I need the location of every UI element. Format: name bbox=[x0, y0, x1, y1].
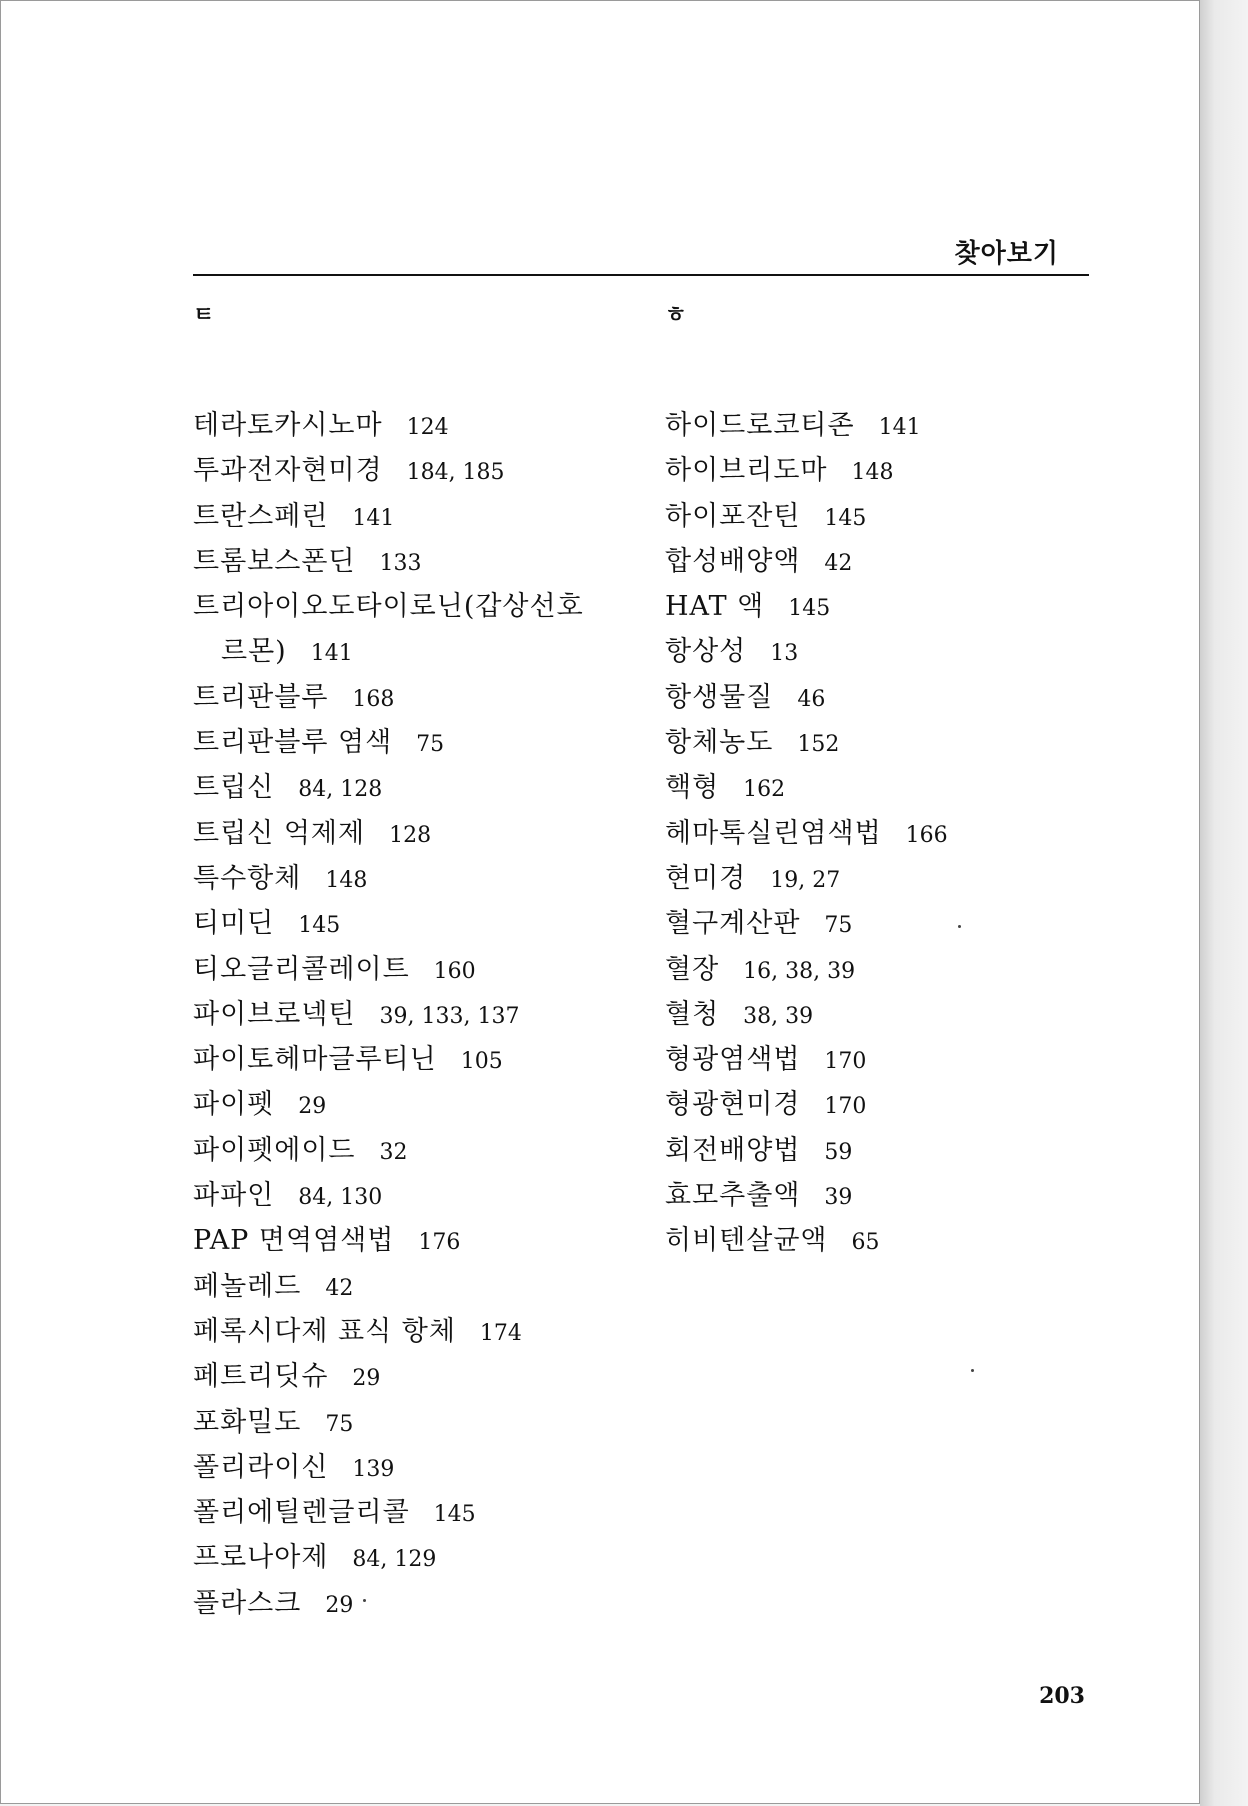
index-entry bbox=[665, 1218, 1105, 1263]
header-rule bbox=[193, 274, 1089, 276]
index-term: 혈장 bbox=[665, 953, 720, 985]
index-term: 파이펫에이드 bbox=[193, 1134, 356, 1166]
index-entry bbox=[193, 901, 653, 946]
index-entry bbox=[193, 856, 653, 901]
index-entry bbox=[193, 720, 653, 765]
index-term: 항체농도 bbox=[665, 727, 774, 759]
index-page-refs: 184, 185 bbox=[406, 460, 505, 486]
index-page-refs: 39, 133, 137 bbox=[379, 1003, 520, 1029]
index-page-refs: 133 bbox=[379, 550, 422, 576]
index-term: 히비텐살균액 bbox=[665, 1225, 828, 1257]
index-page-refs: 29 bbox=[352, 1366, 381, 1392]
index-entry bbox=[193, 539, 653, 584]
index-term: 형광염색법 bbox=[665, 1044, 801, 1076]
index-entry bbox=[193, 675, 653, 720]
index-term: 형광현미경 bbox=[665, 1089, 801, 1121]
index-page-refs: 32 bbox=[379, 1139, 408, 1165]
index-entry bbox=[193, 629, 653, 674]
index-page-refs: 29 bbox=[298, 1094, 327, 1120]
index-entry bbox=[665, 1173, 1105, 1218]
index-entry bbox=[665, 765, 1105, 810]
index-page-refs: 152 bbox=[797, 732, 840, 758]
index-entry bbox=[193, 494, 653, 539]
index-entry bbox=[665, 494, 1105, 539]
index-entry bbox=[665, 856, 1105, 901]
index-term: 포화밀도 bbox=[193, 1406, 302, 1438]
index-term: 파이토헤마글루티닌 bbox=[193, 1044, 437, 1076]
index-page-refs: 166 bbox=[905, 822, 948, 848]
index-term: 프로나아제 bbox=[193, 1542, 329, 1574]
index-term: 트리판블루 염색 bbox=[193, 727, 393, 759]
index-term: 페록시다제 표식 항체 bbox=[193, 1315, 456, 1347]
index-entry bbox=[665, 403, 1105, 448]
index-entry bbox=[665, 811, 1105, 856]
scan-speck bbox=[971, 1369, 974, 1372]
index-term: 폴리라이신 bbox=[193, 1451, 329, 1483]
index-page-refs: 128 bbox=[389, 822, 432, 848]
index-entry bbox=[193, 811, 653, 856]
index-term: 하이드로코티존 bbox=[665, 410, 855, 441]
index-entry bbox=[665, 539, 1105, 584]
index-page-refs: 38, 39 bbox=[743, 1003, 814, 1029]
index-page-refs: 141 bbox=[878, 415, 921, 440]
index-entry bbox=[665, 901, 1105, 946]
index-term: HAT 액 bbox=[665, 591, 765, 623]
index-page-refs: 39 bbox=[824, 1185, 853, 1211]
index-page-refs: 124 bbox=[406, 415, 449, 440]
index-term: 파파인 bbox=[193, 1180, 275, 1212]
index-entry bbox=[193, 992, 653, 1037]
index-entry bbox=[193, 1082, 653, 1127]
index-entry bbox=[193, 1490, 653, 1535]
section-letter: ㅎ bbox=[665, 303, 687, 328]
index-page-refs: 160 bbox=[433, 958, 476, 984]
index-entry bbox=[665, 1128, 1105, 1173]
index-term: 페놀레드 bbox=[193, 1270, 302, 1302]
index-entry bbox=[193, 947, 653, 992]
index-page-refs: 46 bbox=[797, 686, 826, 712]
index-term: PAP 면역염색법 bbox=[193, 1225, 395, 1257]
index-page-refs: 105 bbox=[460, 1049, 503, 1075]
index-entry bbox=[193, 1581, 653, 1626]
index-entry bbox=[665, 720, 1105, 765]
scan-speck bbox=[958, 925, 961, 928]
index-term: 하이브리도마 bbox=[665, 455, 828, 487]
index-page-refs: 145 bbox=[298, 913, 341, 939]
index-entry bbox=[193, 1173, 653, 1218]
running-head-title: 찾아보기 bbox=[954, 239, 1059, 269]
index-page-refs: 162 bbox=[743, 777, 786, 803]
index-page-refs: 145 bbox=[788, 596, 831, 622]
index-term: 특수항체 bbox=[193, 862, 302, 894]
index-entry-list bbox=[193, 403, 653, 1626]
index-term: 효모추출액 bbox=[665, 1180, 801, 1212]
index-page-refs: 42 bbox=[325, 1275, 354, 1301]
index-page-refs: 16, 38, 39 bbox=[743, 958, 856, 984]
index-page-refs: 19, 27 bbox=[770, 867, 841, 893]
index-entry bbox=[193, 1400, 653, 1445]
index-term: 트립신 억제제 bbox=[193, 817, 366, 849]
index-entry bbox=[193, 448, 653, 493]
index-entry bbox=[193, 1309, 653, 1354]
index-page-refs: 75 bbox=[824, 913, 853, 939]
page-edge-shadow bbox=[1200, 0, 1248, 1806]
index-page-refs: 139 bbox=[352, 1456, 395, 1482]
index-term: 테라토카시노마 bbox=[193, 410, 383, 441]
index-page-refs: 84, 128 bbox=[298, 777, 383, 803]
index-page-refs: 176 bbox=[418, 1230, 461, 1256]
index-term: 트리아이오도타이로닌(갑상선호 bbox=[193, 591, 584, 623]
index-entry bbox=[193, 1445, 653, 1490]
index-term: 회전배양법 bbox=[665, 1134, 801, 1166]
index-term: 폴리에틸렌글리콜 bbox=[193, 1497, 410, 1529]
index-page-refs: 145 bbox=[824, 505, 867, 531]
index-term: 티미딘 bbox=[193, 908, 275, 940]
index-term: 항상성 bbox=[665, 636, 747, 668]
index-page-refs: 13 bbox=[770, 641, 799, 667]
index-term: 혈청 bbox=[665, 998, 720, 1030]
index-term: 트리판블루 bbox=[193, 681, 329, 713]
index-entry bbox=[193, 1354, 653, 1399]
index-entry bbox=[193, 1128, 653, 1173]
index-page-refs: 75 bbox=[325, 1411, 354, 1437]
index-entry bbox=[665, 675, 1105, 720]
index-page-refs: 65 bbox=[851, 1230, 880, 1256]
index-entry bbox=[193, 584, 653, 629]
index-term: 파이펫 bbox=[193, 1089, 275, 1121]
index-page-refs: 148 bbox=[325, 867, 368, 893]
index-entry bbox=[193, 1037, 653, 1082]
index-term: 티오글리콜레이트 bbox=[193, 953, 410, 985]
index-entry-list bbox=[665, 403, 1105, 1264]
index-term: 혈구계산판 bbox=[665, 908, 801, 940]
index-term: 페트리딧슈 bbox=[193, 1361, 329, 1393]
scan-speck bbox=[363, 1599, 366, 1602]
index-term: 핵형 bbox=[665, 772, 720, 804]
index-term: 투과전자현미경 bbox=[193, 455, 383, 487]
index-term: 하이포잔틴 bbox=[665, 500, 801, 532]
index-term: 합성배양액 bbox=[665, 545, 801, 577]
index-page-refs: 174 bbox=[479, 1320, 522, 1346]
index-entry bbox=[665, 448, 1105, 493]
index-term: 트립신 bbox=[193, 772, 275, 804]
index-term: 파이브로넥틴 bbox=[193, 998, 356, 1030]
index-term: 르몬) bbox=[221, 636, 287, 668]
index-term: 플라스크 bbox=[193, 1587, 302, 1619]
index-entry bbox=[665, 629, 1105, 674]
index-page-refs: 59 bbox=[824, 1139, 853, 1165]
index-entry bbox=[193, 1264, 653, 1309]
index-column-right bbox=[665, 301, 1105, 1264]
page-number: 203 bbox=[1039, 1683, 1085, 1709]
index-page-refs: 141 bbox=[310, 641, 353, 667]
section-letter: ㅌ bbox=[193, 303, 215, 328]
index-column-left bbox=[193, 301, 653, 1626]
index-entry bbox=[193, 1218, 653, 1263]
index-entry bbox=[665, 1082, 1105, 1127]
index-entry bbox=[193, 1535, 653, 1580]
index-entry bbox=[665, 584, 1105, 629]
index-entry bbox=[665, 1037, 1105, 1082]
index-page-refs: 145 bbox=[433, 1502, 476, 1528]
index-term: 현미경 bbox=[665, 862, 747, 894]
index-page-refs: 75 bbox=[416, 732, 445, 758]
index-entry bbox=[193, 403, 653, 448]
index-entry bbox=[665, 992, 1105, 1037]
index-page-refs: 84, 129 bbox=[352, 1547, 437, 1573]
index-term: 트란스페린 bbox=[193, 500, 329, 532]
index-page-refs: 42 bbox=[824, 550, 853, 576]
index-entry bbox=[193, 765, 653, 810]
index-page-refs: 170 bbox=[824, 1094, 867, 1120]
index-page-refs: 141 bbox=[352, 505, 395, 531]
index-page-refs: 148 bbox=[851, 460, 894, 486]
index-term: 항생물질 bbox=[665, 681, 774, 713]
index-page-refs: 168 bbox=[352, 686, 395, 712]
index-entry bbox=[665, 947, 1105, 992]
index-page-refs: 170 bbox=[824, 1049, 867, 1075]
index-page-refs: 84, 130 bbox=[298, 1185, 383, 1211]
index-page-refs: 29 bbox=[325, 1592, 354, 1618]
index-term: 헤마톡실린염색법 bbox=[665, 817, 882, 849]
index-term: 트롬보스폰딘 bbox=[193, 545, 356, 577]
